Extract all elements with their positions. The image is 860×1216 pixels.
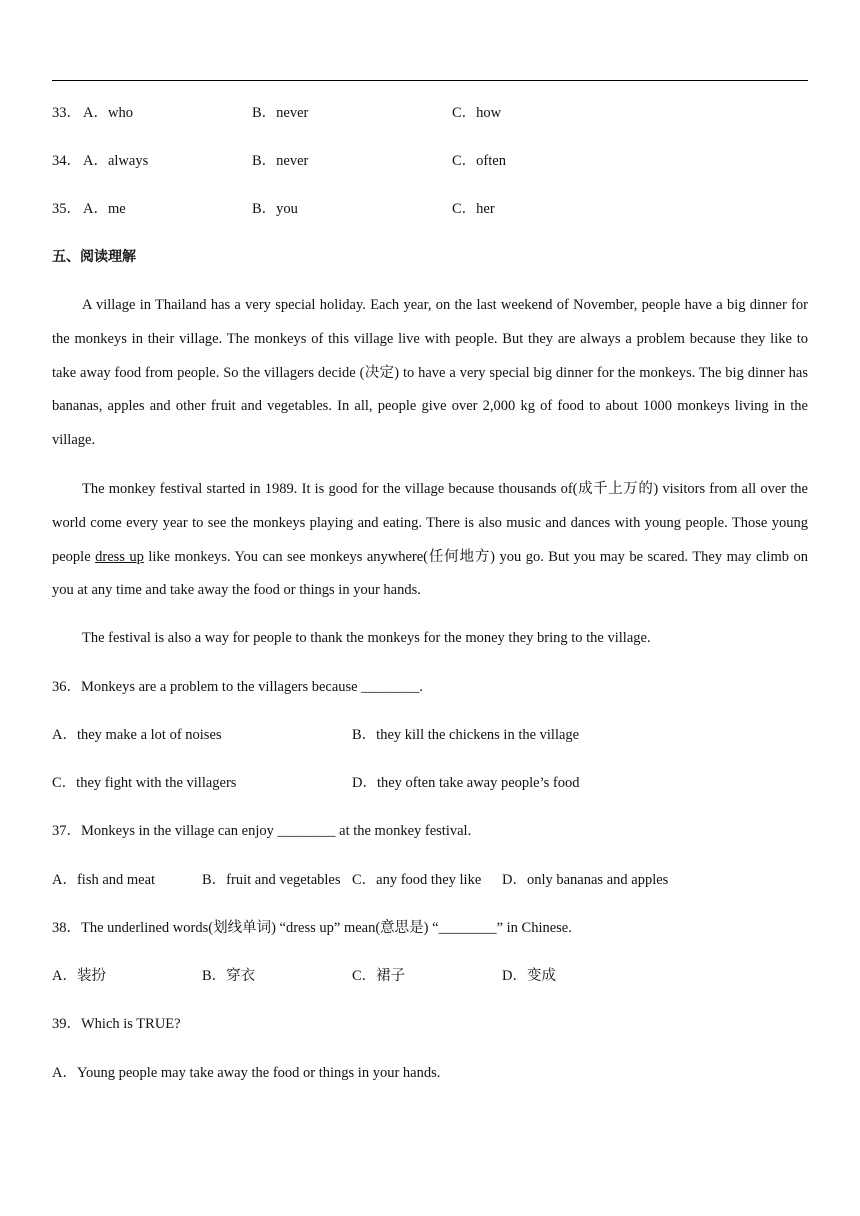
question-37-option-b: B．fruit and vegetables <box>202 872 341 888</box>
question-37-option-d: D．only bananas and apples <box>502 872 669 888</box>
option-b: B．never <box>252 153 309 169</box>
question-36-option-c: C．they fight with the villagers <box>52 775 237 791</box>
passage-paragraph-2 <box>52 473 808 608</box>
question-number: 33． <box>52 105 81 121</box>
underlined-phrase: dress up <box>95 548 144 565</box>
question-38-stem: 38．The underlined words(划线单词) “dress up” mean(意思是) “________” in Chinese. <box>52 920 572 936</box>
passage-paragraph-1: A village in Thailand has a very special holiday. Each year, on the last weekend of November, people have a big dinner for the monkeys in their village. The monkeys of this village live with people. But they are always a problem because they like to take away food from people. So the villagers decide (决定) to have a very special big dinner for the monkeys. The big dinner has bananas, apples and other fruit and vegetables. In all, people give over 2,000 kg of food to about 1000 monkeys living in the village. <box>52 297 808 449</box>
question-36-option-a: A．they make a lot of noises <box>52 727 222 743</box>
question-36-option-b: B．they kill the chickens in the village <box>352 727 580 743</box>
question-number: 34． <box>52 153 81 169</box>
option-c: C．how <box>452 105 502 121</box>
question-36-stem: 36．Monkeys are a problem to the villagers because ________. <box>52 679 423 695</box>
passage-text: like monkeys. You can see monkeys anywhere(任何地方) you go. But you may be scared. They may climb on you at any time and take away the food or things in your hands. <box>52 548 808 599</box>
option-a: A．me <box>83 201 126 217</box>
option-c: C．her <box>452 201 495 217</box>
passage-paragraph-3: The festival is also a way for people to thank the monkeys for the money they bring to the village. <box>82 630 651 646</box>
question-39-option-a: A．Young people may take away the food or things in your hands. <box>52 1065 441 1081</box>
question-37-option-a: A．fish and meat <box>52 872 156 888</box>
option-a: A．always <box>83 153 149 169</box>
header-rule <box>52 80 808 81</box>
question-38-option-d: D．变成 <box>502 968 556 984</box>
question-38-option-c: C．裙子 <box>352 968 406 984</box>
question-39-stem: 39．Which is TRUE? <box>52 1016 181 1032</box>
option-b: B．you <box>252 201 298 217</box>
option-a: A．who <box>83 105 133 121</box>
question-37-option-c: C．any food they like <box>352 872 482 888</box>
question-38-option-a: A．装扮 <box>52 968 106 984</box>
option-b: B．never <box>252 105 309 121</box>
question-number: 35． <box>52 201 81 217</box>
option-c: C．often <box>452 153 506 169</box>
section-title: 五、阅读理解 <box>52 249 136 265</box>
question-37-stem: 37．Monkeys in the village can enjoy ________ at the monkey festival. <box>52 823 472 839</box>
question-36-option-d: D．they often take away people’s food <box>352 775 580 791</box>
passage-text: The monkey festival started in 1989. It is good for the village because thousands of(成千上万的) visitors from all over the world come every year to see the monkeys playing and eating. There is also music and dances with young people. Those young people <box>52 481 808 565</box>
question-38-option-b: B．穿衣 <box>202 968 256 984</box>
